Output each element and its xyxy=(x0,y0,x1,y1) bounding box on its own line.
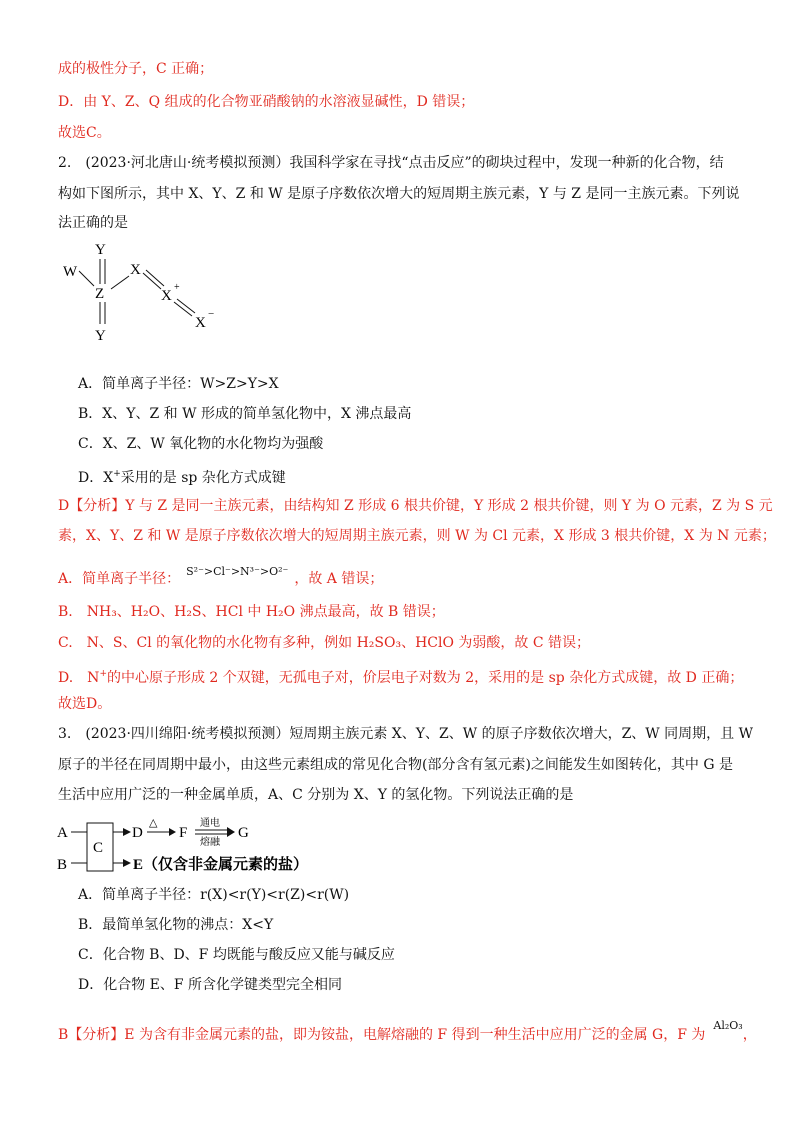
node-g: G xyxy=(238,825,249,841)
question-3-option-a: A．简单离子半径：r(X)<r(Y)<r(Z)<r(W) xyxy=(78,887,350,903)
atom-z: Z xyxy=(95,286,105,302)
question-2-conclusion: 故选D。 xyxy=(58,696,112,712)
question-3-stem-line2: 原子的半径在同周期中最小，由这些元素组成的常见化合物(部分含有氢元素)之间能发生如图转化，其中 G 是 xyxy=(58,757,734,773)
formula-al2o3: Al₂O₃ xyxy=(713,1019,743,1032)
question-2-analysis-d: D. N+的中心原子形成 2 个双键，无孤电子对，价层电子对数为 2，采用的是 sp 杂化方式成键，故 D 正确； xyxy=(58,669,744,686)
question-2-stem-line1: 2. (2023·河北唐山·统考模拟预测）我国科学家在寻找“点击反应”的砌块过程中，发现一种新的化合物，结 xyxy=(58,155,724,171)
node-f: F xyxy=(179,825,188,841)
atom-x1: X xyxy=(130,262,141,278)
question-2-structure-diagram xyxy=(55,236,235,346)
atom-x3: X xyxy=(195,315,206,331)
atom-x2: X xyxy=(161,288,172,304)
node-e: E（仅含非金属元素的盐） xyxy=(133,857,309,873)
question-2-option-b: B．X、Y、Z 和 W 形成的简单氢化物中，X 沸点最高 xyxy=(78,406,412,422)
question-3-option-b: B．最简单氢化物的沸点：X<Y xyxy=(78,917,274,933)
question-2-option-c: C．X、Z、W 氧化物的水化物均为强酸 xyxy=(78,436,324,452)
heat-symbol: △ xyxy=(149,817,158,829)
question-2-analysis-line2: 素，X、Y、Z 和 W 是原子序数依次增大的短周期主族元素，则 W 为 Cl 元素，X 形成 3 根共价键，X 为 N 元素； xyxy=(58,528,776,544)
question-3-conversion-diagram xyxy=(55,815,375,877)
condition-electrolysis: 通电 xyxy=(200,818,220,829)
question-2-analysis-line1: D【分析】Y 与 Z 是同一主族元素，由结构知 Z 形成 6 根共价键，Y 形成 2 根共价键，则 Y 为 O 元素，Z 为 S 元 xyxy=(58,498,773,514)
ion-radius-formula: S²⁻>Cl⁻>N³⁻>O²⁻ xyxy=(186,565,289,578)
question-2-stem-line3: 法正确的是 xyxy=(58,215,128,231)
question-2-analysis-b: B. NH₃、H₂O、H₂S、HCl 中 H₂O 沸点最高，故 B 错误； xyxy=(58,604,445,620)
condition-molten: 熔融 xyxy=(200,837,220,848)
atom-y-top: Y xyxy=(95,242,106,258)
question-3-analysis-line1: B【分析】E 为含有非金属元素的盐，即为铵盐，电解熔融的 F 得到一种生活中应用广泛的金属 G，F 为$^{Al_2O_3}$， xyxy=(58,1019,757,1043)
question-3-option-c: C．化合物 B、D、F 均既能与酸反应又能与碱反应 xyxy=(78,947,395,963)
question-2-analysis-c: C. N、S、Cl 的氧化物的水化物有多种，例如 H₂SO₃、HClO 为弱酸，故 C 错误； xyxy=(58,635,591,651)
node-c: C xyxy=(93,840,104,856)
question-3-stem-line3: 生活中应用广泛的一种金属单质，A、C 分别为 X、Y 的氢化物。下列说法正确的是 xyxy=(58,787,574,803)
answer-conclusion: 故选C。 xyxy=(58,125,111,141)
question-2-analysis-a: A．简单离子半径： $^{S^{2-}>Cl^->N^{3-}>O^{2-}}$ ，故 A 错误； xyxy=(58,565,384,587)
atom-x2-charge: + xyxy=(174,282,180,293)
question-2-stem-line2: 构如下图所示，其中 X、Y、Z 和 W 是原子序数依次增大的短周期主族元素，Y 与 Z 是同一主族元素。下列说 xyxy=(58,186,740,202)
answer-line-d: D．由 Y、Z、Q 组成的化合物亚硝酸钠的水溶液显碱性，D 错误； xyxy=(58,94,475,110)
atom-w: W xyxy=(63,264,78,280)
node-b: B xyxy=(57,857,68,873)
question-3-stem-line1: 3. (2023·四川绵阳·统考模拟预测）短周期主族元素 X、Y、Z、W 的原子序数依次增大，Z、W 同周期，且 W xyxy=(58,726,753,742)
question-2-option-d: D．X+采用的是 sp 杂化方式成键 xyxy=(78,469,286,486)
node-a: A xyxy=(57,825,68,841)
answer-line-c: 成的极性分子，C 正确； xyxy=(58,61,214,77)
atom-y-bottom: Y xyxy=(95,328,106,344)
question-2-option-a: A．简单离子半径：W>Z>Y>X xyxy=(78,376,279,392)
node-d: D xyxy=(132,825,143,841)
question-3-option-d: D．化合物 E、F 所含化学键类型完全相同 xyxy=(78,977,343,993)
atom-x3-charge: − xyxy=(208,308,215,320)
